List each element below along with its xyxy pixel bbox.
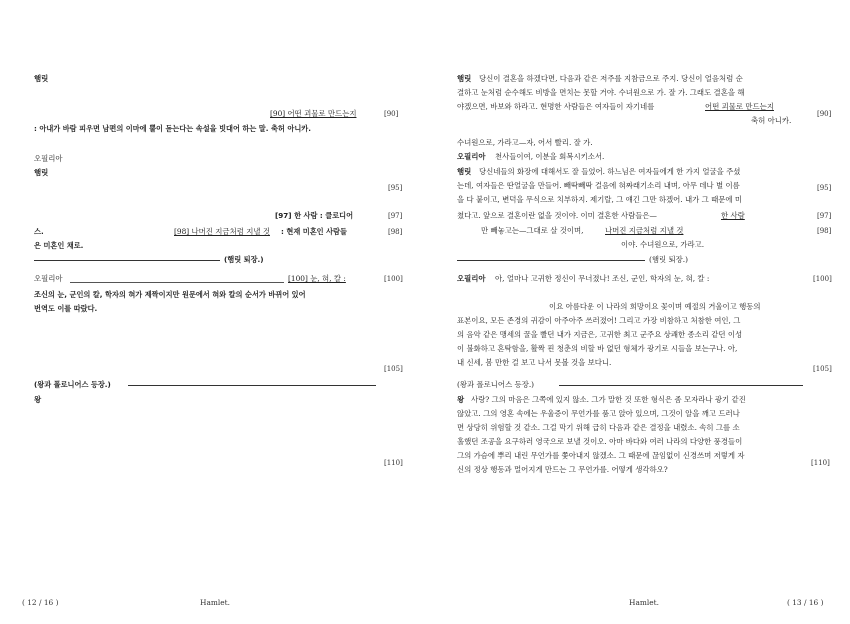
- speaker-hamlet-2: 햄릿: [34, 168, 49, 177]
- text-line: 수녀원으로, 가라고—자, 어서 빨리. 잘 가.: [457, 138, 593, 147]
- line-number-98: [98]: [817, 227, 832, 235]
- note-100: [100] 눈, 혀, 칼 :: [288, 274, 346, 283]
- note-90: [90] 어떤 괴물로 만드는지: [270, 109, 357, 118]
- gloss-90: : 아내가 바람 피우면 남편의 이마에 뿔이 돋는다는 속설을 빗대어 하는 말. 축허 아니카.: [34, 124, 311, 133]
- stage-direction-exit: (햄릿 퇴장.): [224, 255, 264, 264]
- text-line-underlined: 어떤 괴물로 만드는지: [705, 102, 774, 111]
- text-line: 을 다 붙이고, 변덕을 무식으로 치부하지. 제기랄, 그 얘긴 그만 하겠어. 내가 그 때문에 미: [457, 195, 743, 204]
- line-number-110: [110]: [384, 459, 403, 467]
- footer-page-number: ( 13 / 16 ): [787, 598, 824, 607]
- text-line: 신의 정상 행동과 멀어지게 만드는 그 무언가를. 어떻게 생각하오?: [457, 465, 668, 474]
- text-line: 야겠으면, 바보와 하라고. 현명한 사람들은 여자들이 자기네를: [457, 102, 655, 111]
- stage-direction-exit: (햄릿 퇴장.): [649, 255, 689, 264]
- speaker-ophelia-2: 오필리아: [34, 274, 63, 283]
- note-97: [97] 한 사람 : 클로디어: [275, 211, 354, 220]
- text-line: 아, 얼마나 고귀한 정신이 무너졌나! 조신, 군인, 학자의 눈, 혀, 칼 :: [495, 274, 710, 283]
- text-line: 결하고 눈처럼 순수해도 비방을 면치는 못할 거야. 수녀원으로 가. 잘 가. 그래도 결혼을 해: [457, 88, 745, 97]
- speaker-ophelia: 오필리아: [34, 154, 63, 163]
- text-line: 않았고. 그의 영혼 속에는 우울증이 무언가를 품고 앉아 있으며, 그것이 알을 깨고 드러나: [457, 409, 740, 418]
- line-number-95: [95]: [817, 184, 832, 192]
- right-page: [425, 0, 850, 624]
- line-number-100: [100]: [384, 275, 403, 283]
- text-line: 표본이요, 모든 존경의 귀감이 아주아주 쓰러졌어! 그리고 가장 비참하고 처참한 여인, 그: [457, 316, 741, 325]
- stage-direction-enter: (왕과 폴로니어스 등장.): [457, 380, 535, 389]
- divider-rule: [34, 260, 220, 261]
- text-line-underlined: 나머진 지금처럼 지낼 것: [605, 226, 684, 235]
- gloss-97-end: 스.: [34, 227, 44, 236]
- line-number-90: [90]: [384, 110, 399, 118]
- text-line: 당신네들의 화장에 대해서도 잘 들었어. 하느님은 여자들에게 한 가지 얼굴을 주셨: [479, 167, 741, 176]
- speaker-king: 왕: [34, 395, 42, 404]
- stage-direction-enter: (왕과 폴로니어스 등장.): [34, 380, 111, 389]
- gloss-98-2: 은 미혼인 채로.: [34, 241, 84, 250]
- line-number-105: [105]: [384, 365, 403, 373]
- footer-title: Hamlet.: [629, 598, 659, 607]
- speaker-hamlet-2: 햄릿: [457, 167, 472, 176]
- gloss-100-2: 번역도 이를 따랐다.: [34, 304, 98, 313]
- text-line: 축허 아니카.: [751, 116, 792, 125]
- text-line: 사랑? 그의 마음은 그쪽에 있지 않소. 그가 말한 것 또한 형식은 좀 모자라나 광기 같진: [471, 395, 746, 404]
- text-line: 는데, 여자들은 딴얼굴을 만들어. 빼딱빼딱 걸음에 혀짜래기소리 내며, 아무 데나 별 이름: [457, 181, 740, 190]
- footer-title: Hamlet.: [200, 598, 230, 607]
- divider-rule-2: [128, 385, 376, 386]
- line-number-100: [100]: [813, 275, 832, 283]
- divider-rule: [457, 260, 645, 261]
- text-line: 그의 가슴에 뿌리 내린 무언가를 쫓아내지 않겠소. 그 때문에 끊임없이 신경쓰며 저렇게 자: [457, 451, 745, 460]
- line-number-90: [90]: [817, 110, 832, 118]
- text-line: 만 빼놓고는—그대로 살 것이며,: [481, 226, 584, 235]
- line-number-105: [105]: [813, 365, 832, 373]
- text-line: 홀했던 조공을 요구하러 영국으로 보낼 것이오. 아마 바다와 여러 나라의 다양한 풍경들이: [457, 437, 743, 446]
- text-line: 내 신세, 봄 만한 걸 보고 나서 못볼 것을 보다니.: [457, 358, 612, 367]
- text-line: 쳤다고. 앞으로 결혼이란 없을 것이야. 이미 결혼한 사람들은—: [457, 211, 657, 220]
- gloss-98: : 현재 미혼인 사람들: [281, 227, 347, 236]
- footer-page-number: ( 12 / 16 ): [22, 598, 59, 607]
- line-number-95: [95]: [388, 184, 403, 192]
- text-line: 당신이 결혼을 하겠다면, 다음과 같은 저주를 지참금으로 주지. 당신이 얼음처럼 순: [479, 74, 743, 83]
- speaker-hamlet: 햄릿: [457, 74, 472, 83]
- text-line: 이 불화하고 혼탁함을, 활짝 핀 청춘의 비할 바 없던 형체가 광기로 시들을 보는구나. 아,: [457, 344, 738, 353]
- speaker-ophelia: 오필리아: [457, 152, 486, 161]
- speaker-ophelia-2: 오필리아: [457, 274, 486, 283]
- note-98: [98] 나머진 지금처럼 지낼 것: [174, 227, 270, 236]
- text-line: 면 상당히 위험할 것 같소. 그걸 막기 위해 급히 다음과 같은 결정을 내렸소. 속히 그를 소: [457, 423, 740, 432]
- line-number-110: [110]: [811, 459, 830, 467]
- divider-rule-2: [559, 385, 803, 386]
- text-line: 이야. 수녀원으로, 가라고.: [621, 240, 705, 249]
- speaker-hamlet: 햄릿: [34, 74, 49, 83]
- text-line: 천사들이여, 이분을 회복시키소서.: [495, 152, 605, 161]
- speaker-king: 왕: [457, 395, 465, 404]
- underline-rule: [70, 282, 284, 283]
- gloss-100-1: 조신의 눈, 군인의 칼, 학자의 혀가 제짝이지만 원문에서 혀와 칼의 순서가 바뀌어 있어: [34, 290, 306, 299]
- text-line: 의 음악 같은 맹세의 꿀을 빨던 내가 지금은, 고귀한 최고 군주요 상쾌한 종소리 같던 이성: [457, 330, 743, 339]
- line-number-98: [98]: [388, 228, 403, 236]
- line-number-97: [97]: [388, 212, 403, 220]
- line-number-97: [97]: [817, 212, 832, 220]
- text-line: 이요 아름다운 이 나라의 희망이요 꽃이며 예절의 거울이고 행동의: [549, 302, 761, 311]
- text-line-underlined: 한 사람: [721, 211, 745, 220]
